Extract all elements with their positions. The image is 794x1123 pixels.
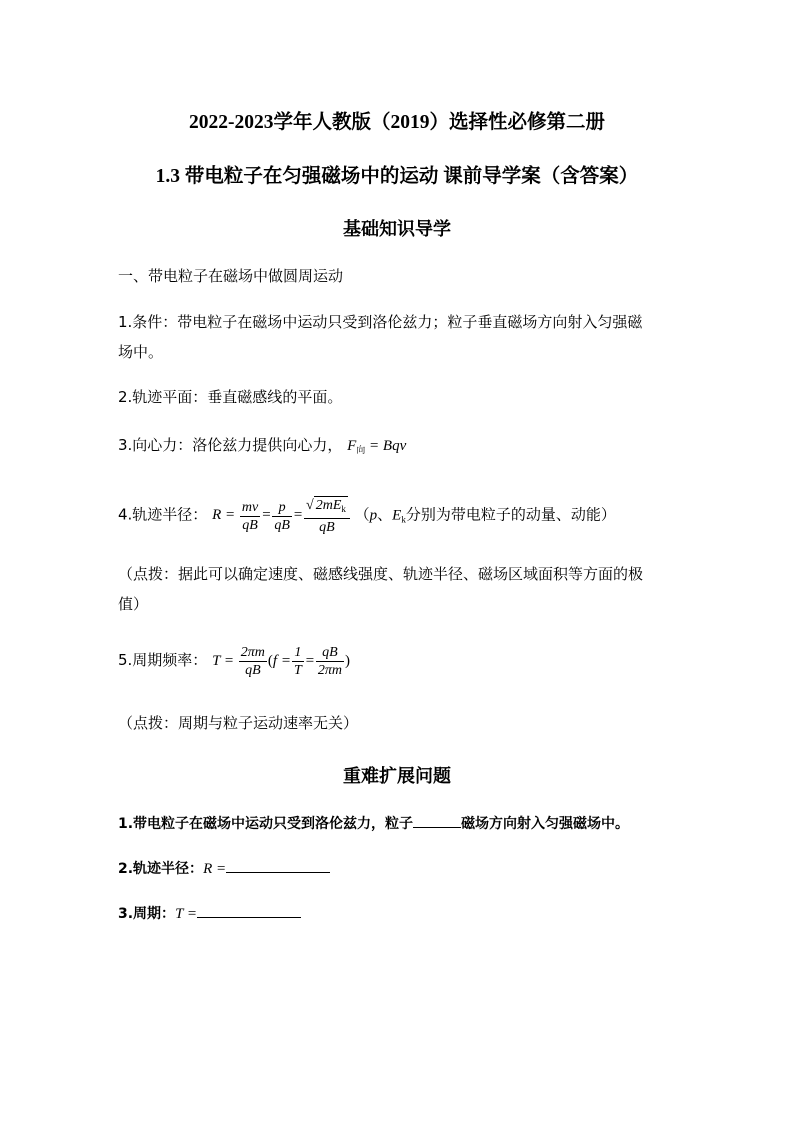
item-3-text: 3.向心力：洛伦兹力提供向心力，: [118, 436, 343, 454]
answer-blank-3[interactable]: [197, 903, 301, 918]
part-heading: 一、带电粒子在磁场中做圆周运动: [118, 267, 344, 285]
item-1-continuation: 场中。: [118, 343, 164, 361]
fraction-1-T: $\frac{1}{T}$: [293, 645, 302, 679]
question-3: 3.周期：T =: [118, 900, 678, 929]
tip-2: （点拨：周期与粒子运动速率无关）: [118, 714, 359, 732]
section-heading-advanced: 重难扩展问题: [343, 766, 451, 786]
fraction-sqrt-2mEk-qB: $\frac{√ 2mE_k}{qB}$: [304, 496, 350, 536]
radius-formula: R = $\frac{mv}{qB}$ = $\frac{p}{qB}$ = $\frac{√ 2mE_k}{qB}$: [212, 507, 355, 523]
fraction-mv-qB: $\frac{mv}{qB}$: [241, 499, 259, 533]
item-1-condition: 1.条件：带电粒子在磁场中运动只受到洛伦兹力；粒子垂直磁场方向射入匀强磁: [118, 313, 643, 331]
document-title: 2022-2023学年人教版（2019）选择性必修第二册: [189, 112, 605, 133]
fraction-p-qB: $\frac{p}{qB}$: [274, 499, 290, 533]
item-5-period: [118, 643, 678, 679]
document-subtitle: 1.3 带电粒子在匀强磁场中的运动 课前导学案（含答案）: [155, 166, 639, 187]
centripetal-force-formula: $F_向$ = Bqv: [347, 438, 407, 455]
question-2: 2.轨迹半径：R =: [118, 855, 678, 884]
item-5-text: 5.周期频率：: [118, 651, 208, 669]
answer-blank-1[interactable]: [413, 813, 461, 828]
period-formula: T = $\frac{2\pi m}{qB}$ (f = $\frac{1}{T}$ = $\frac{qB}{2\pi m}$ ): [212, 645, 351, 679]
section-heading-basic: 基础知识导学: [343, 219, 451, 239]
fraction-2pim-qB: $\frac{2\pi m}{qB}$: [240, 645, 265, 679]
fraction-qB-2pim: $\frac{qB}{2\pi m}$: [317, 645, 343, 679]
answer-blank-2[interactable]: [226, 858, 330, 873]
question-1: 1.带电粒子在磁场中运动只受到洛伦兹力，粒子 磁场方向射入匀强磁场中。: [118, 810, 678, 839]
tip-1-continuation: 值）: [118, 595, 149, 613]
item-3-centripetal: [118, 431, 678, 465]
tip-1: （点拨：据此可以确定速度、磁感线强度、轨迹半径、磁场区域面积等方面的极: [118, 565, 644, 583]
item-4-text: 4.轨迹半径：: [118, 505, 208, 524]
item-4-radius: 4.轨迹半径： R = $\frac{mv}{qB}$ = $\frac{p}{qB}$ = $\frac{√ 2mE_k}{qB}$ （p、$E_k$分别为带电粒子的动量、动能）: [118, 498, 616, 535]
sqrt-sign-icon: √: [306, 498, 314, 513]
item-2-plane: 2.轨迹平面：垂直磁感线的平面。: [118, 388, 343, 406]
